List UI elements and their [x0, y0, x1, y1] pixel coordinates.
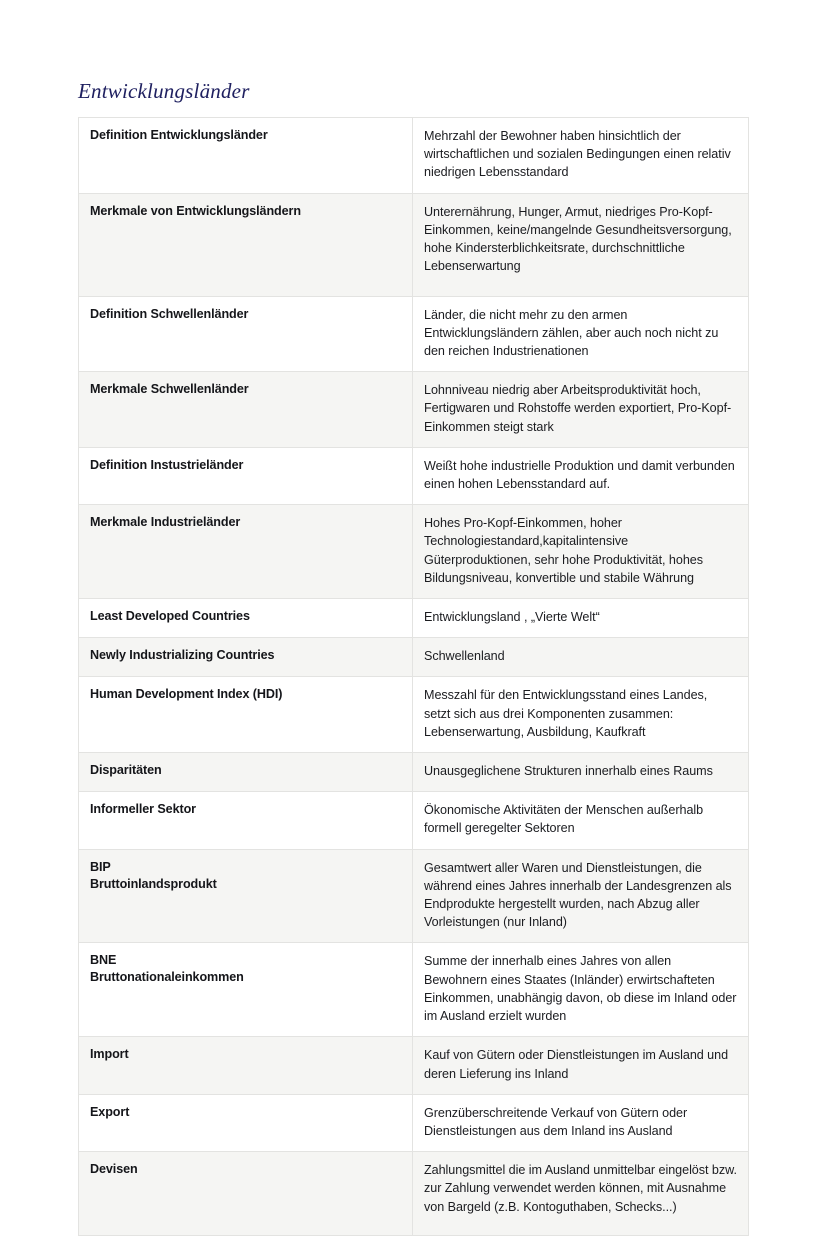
glossary-table-body [79, 118, 749, 1236]
definition-cell: Länder, die nicht mehr zu den armen Entwicklungsländern zählen, aber auch noch nicht zu den reichen Industrienationen [413, 296, 749, 372]
table-row [79, 505, 749, 599]
table-row [79, 792, 749, 849]
term-cell: Informeller Sektor [79, 792, 413, 849]
term-cell: Definition Instustrieländer [79, 447, 413, 504]
term-cell: Definition Schwellenländer [79, 296, 413, 372]
term-line: Bruttonationaleinkommen [90, 970, 244, 985]
table-row [79, 849, 749, 943]
definition-cell: Gesamtwert aller Waren und Dienstleistungen, die während eines Jahres innerhalb der Landesgrenzen als Endprodukte hergestellt wurden, nach Abzug aller Vorleistungen (nur Inland) [413, 849, 749, 943]
table-row [79, 372, 749, 448]
table-row [79, 599, 749, 638]
definition-cell: Mehrzahl der Bewohner haben hinsichtlich der wirtschaftlichen und sozialen Bedingungen einen relativ niedrigen Lebensstandard [413, 118, 749, 194]
definition-cell: Schwellenland [413, 638, 749, 677]
table-row [79, 943, 749, 1037]
term-cell [79, 943, 413, 1037]
term-cell: Human Development Index (HDI) [79, 677, 413, 753]
definition-cell: Kauf von Gütern oder Dienstleistungen im Ausland und deren Lieferung ins Inland [413, 1037, 749, 1094]
table-row [79, 1094, 749, 1151]
table-row [79, 118, 749, 194]
definition-cell: Messzahl für den Entwicklungsstand eines Landes, setzt sich aus drei Komponenten zusammen: Lebenserwartung, Ausbildung, Kaufkraft [413, 677, 749, 753]
term-line: BNE [90, 953, 117, 968]
definition-cell: Entwicklungsland , „Vierte Welt“ [413, 599, 749, 638]
definition-cell: Unterernährung, Hunger, Armut, niedriges Pro-Kopf-Einkommen, keine/mangelnde Gesundheitsversorgung, hohe Kindersterblichkeitsrate, durchschnittliche Lebenserwartung [413, 193, 749, 296]
definition-cell: Unausgeglichene Strukturen innerhalb eines Raums [413, 753, 749, 792]
term-cell: Merkmale Schwellenländer [79, 372, 413, 448]
table-row [79, 193, 749, 296]
glossary-table [78, 117, 749, 1236]
definition-cell: Hohes Pro-Kopf-Einkommen, hoher Technologiestandard,kapitalintensive Güterproduktionen, sehr hohe Produktivität, hohes Bildungsniveau, konvertible und stabile Währung [413, 505, 749, 599]
term-cell: Devisen [79, 1152, 413, 1236]
table-row [79, 638, 749, 677]
term-cell: Definition Entwicklungsländer [79, 118, 413, 194]
table-row [79, 1037, 749, 1094]
table-row [79, 447, 749, 504]
definition-cell: Ökonomische Aktivitäten der Menschen außerhalb formell geregelter Sektoren [413, 792, 749, 849]
term-cell: Export [79, 1094, 413, 1151]
term-line: BIP [90, 859, 111, 874]
table-row [79, 296, 749, 372]
term-cell: Merkmale von Entwicklungsländern [79, 193, 413, 296]
term-cell: Disparitäten [79, 753, 413, 792]
page-title: Entwicklungsländer [78, 79, 250, 103]
term-cell: Merkmale Industrieländer [79, 505, 413, 599]
table-row [79, 677, 749, 753]
definition-cell: Zahlungsmittel die im Ausland unmittelbar eingelöst bzw. zur Zahlung verwendet werden können, mit Ausnahme von Bargeld (z.B. Kontoguthaben, Schecks...) [413, 1152, 749, 1236]
definition-cell: Weißt hohe industrielle Produktion und damit verbunden einen hohen Lebensstandard auf. [413, 447, 749, 504]
term-line: Bruttoinlandsprodukt [90, 876, 217, 891]
term-cell: Newly Industrializing Countries [79, 638, 413, 677]
term-cell: Least Developed Countries [79, 599, 413, 638]
definition-cell: Summe der innerhalb eines Jahres von allen Bewohnern eines Staates (Inländer) erwirtschafteten Einkommen, unabhängig davon, ob diese im Inland oder im Ausland erzielt wurden [413, 943, 749, 1037]
definition-cell: Lohnniveau niedrig aber Arbeitsproduktivität hoch, Fertigwaren und Rohstoffe werden exportiert, Pro-Kopf-Einkommen steigt stark [413, 372, 749, 448]
definition-cell: Grenzüberschreitende Verkauf von Gütern oder Dienstleistungen aus dem Inland ins Ausland [413, 1094, 749, 1151]
term-cell [79, 849, 413, 943]
table-row [79, 753, 749, 792]
term-cell: Import [79, 1037, 413, 1094]
table-row [79, 1152, 749, 1236]
